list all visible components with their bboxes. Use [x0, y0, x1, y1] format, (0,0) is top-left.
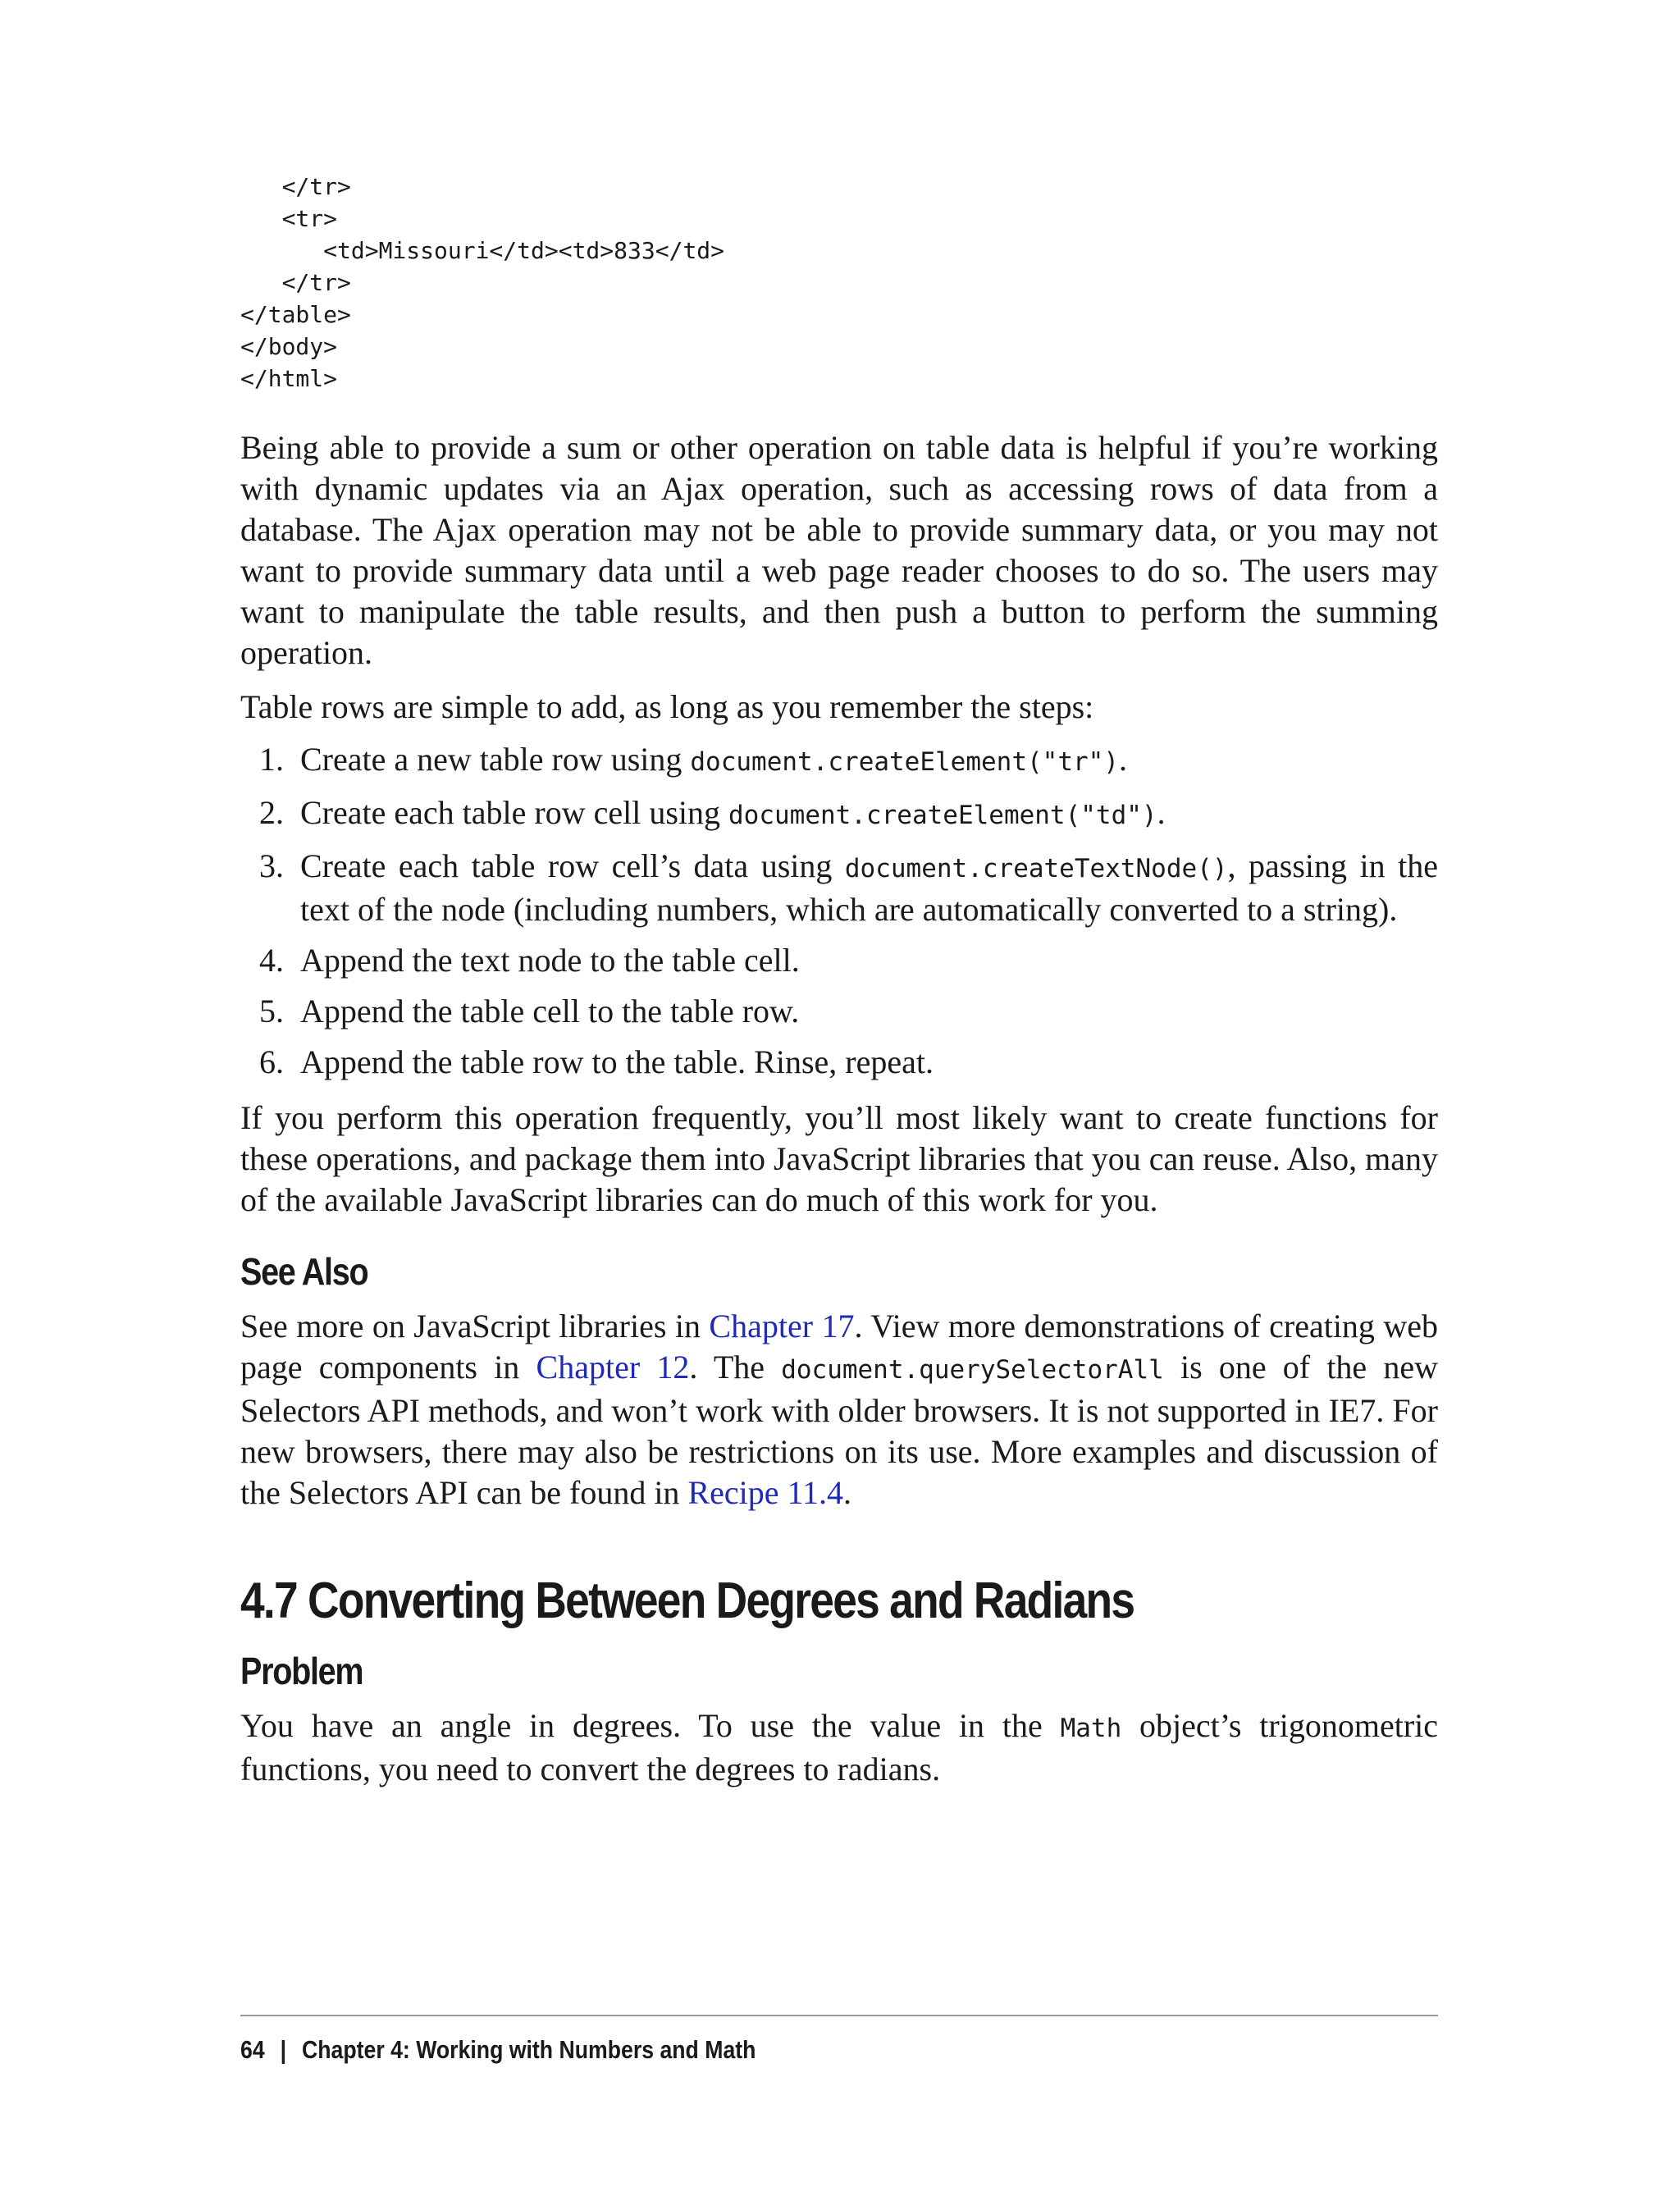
inline-code: Math	[1060, 1714, 1122, 1743]
footer-rule	[240, 2015, 1438, 2016]
problem-paragraph	[240, 1705, 1438, 1790]
step-text: Create each table row cell’s data using	[300, 847, 845, 884]
step-number: 4.	[259, 942, 284, 979]
intro-paragraph: Being able to provide a sum or other operation on table data is helpful if you’re working with dynamic updates via an Ajax operation, such as accessing rows of data from a database. The Ajax operation may not be able to provide summary data, or you may not want to provide summary data until a web page reader chooses to do so. The users may want to manipulate the table results, and then push a button to perform the summing operation.	[240, 429, 1438, 671]
problem-heading: Problem	[240, 1650, 363, 1692]
see-also-heading: See Also	[240, 1250, 368, 1293]
footer-separator: |	[280, 2035, 287, 2064]
code-line: <tr>	[240, 205, 338, 232]
code-line: </html>	[240, 365, 338, 392]
step-number: 6.	[259, 1043, 284, 1080]
chapter-12-link[interactable]: Chapter 12	[536, 1349, 690, 1386]
code-line: <td>Missouri</td><td>833</td>	[240, 237, 725, 264]
code-line: </body>	[240, 333, 338, 360]
see-also-text: .	[843, 1474, 852, 1511]
list-item	[240, 846, 1438, 930]
recipe-11-4-link[interactable]: Recipe 11.4	[687, 1474, 844, 1511]
inline-code: document.createTextNode()	[844, 854, 1228, 883]
page-footer	[240, 2015, 1438, 2066]
list-item	[240, 940, 1438, 981]
see-also-text: . The	[689, 1349, 782, 1386]
list-item	[240, 991, 1438, 1032]
chapter-title: Chapter 4: Working with Numbers and Math	[301, 2035, 756, 2064]
see-also-text: . View more demonstrations of creating web page components in	[240, 1308, 1439, 1386]
list-item	[240, 1042, 1438, 1083]
inline-code: document.createElement("td")	[728, 801, 1157, 830]
page-content	[240, 171, 1438, 1790]
list-item	[240, 739, 1438, 783]
code-line: </tr>	[240, 269, 351, 296]
step-text: Create a new table row using	[300, 741, 691, 778]
section-title: 4.7 Converting Between Degrees and Radians	[240, 1573, 1134, 1629]
step-text: , passing in the text of the node (including numbers, which are automatically converted to a string).	[300, 847, 1439, 928]
see-also-text: See more on JavaScript libraries in	[240, 1308, 710, 1344]
step-text: .	[1157, 794, 1166, 831]
see-also-text: is one of the new Selectors API methods, and won’t work with older browsers. It is not supported in IE7. For new browsers, there may also be restrictions on its use. More examples and discussion of the Selectors API can be found in	[240, 1349, 1439, 1511]
inline-code: document.createElement("tr")	[690, 747, 1119, 777]
step-number: 5.	[259, 993, 284, 1029]
footer-text	[240, 2034, 1271, 2066]
code-listing	[240, 171, 1438, 395]
code-line: </table>	[240, 301, 351, 328]
step-text: Append the table cell to the table row.	[300, 993, 800, 1029]
step-text: Append the table row to the table. Rinse, repeat.	[300, 1043, 934, 1080]
page-number: 64	[240, 2035, 265, 2064]
step-number: 3.	[259, 847, 284, 884]
list-item	[240, 792, 1438, 836]
functions-paragraph: If you perform this operation frequently, you’ll most likely want to create functions for these operations, and package them into JavaScript libraries that you can reuse. Also, many of the available JavaScript libraries can do much of this work for you.	[240, 1099, 1438, 1218]
code-line: </tr>	[240, 173, 351, 200]
step-text: .	[1118, 741, 1127, 778]
steps-list	[240, 739, 1438, 1083]
step-text: Create each table row cell using	[300, 794, 728, 831]
step-number: 2.	[259, 794, 284, 831]
step-number: 1.	[259, 741, 284, 778]
problem-text: You have an angle in degrees. To use the value in the	[240, 1707, 1061, 1744]
see-also-paragraph	[240, 1306, 1438, 1513]
steps-intro: Table rows are simple to add, as long as you remember the steps:	[240, 688, 1094, 725]
problem-text: object’s trigonometric functions, you need to convert the degrees to radians.	[240, 1707, 1439, 1787]
inline-code: document.querySelectorAll	[781, 1355, 1164, 1385]
chapter-17-link[interactable]: Chapter 17	[709, 1308, 855, 1344]
step-text: Append the text node to the table cell.	[300, 942, 800, 979]
